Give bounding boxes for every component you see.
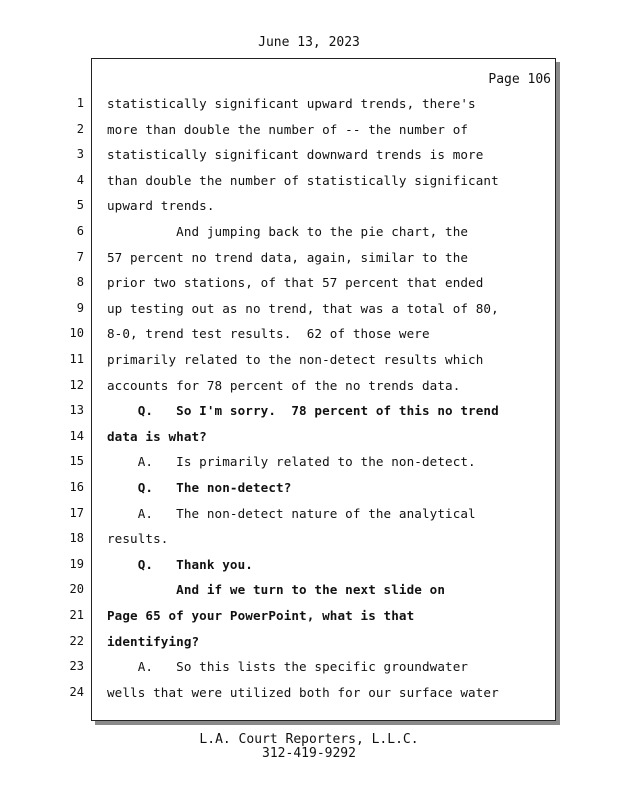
question-line-text: Q. Thank you. [107, 557, 253, 572]
question-line-text: And if we turn to the next slide on [107, 582, 446, 597]
line-number: 3 [76, 147, 84, 161]
line-text: A. The non-detect nature of the analytical [107, 506, 476, 521]
line-number: 18 [69, 531, 84, 545]
line-number: 9 [76, 301, 84, 315]
line-text: accounts for 78 percent of the no trends data. [107, 378, 461, 393]
line-text: A. Is primarily related to the non-detect. [107, 454, 476, 469]
line-text: And jumping back to the pie chart, the [107, 224, 469, 239]
line-text: statistically significant downward trends is more [107, 147, 484, 162]
line-text: results. [107, 531, 169, 546]
line-number: 6 [76, 224, 84, 238]
line-number: 4 [76, 173, 84, 187]
line-number: 2 [76, 122, 84, 136]
line-text: more than double the number of -- the number of [107, 122, 469, 137]
question-line-text: data is what? [107, 429, 207, 444]
line-text: wells that were utilized both for our surface water [107, 685, 499, 700]
line-text: than double the number of statistically significant [107, 173, 499, 188]
line-text: A. So this lists the specific groundwater [107, 659, 469, 674]
line-number: 17 [69, 506, 84, 520]
line-number: 21 [69, 608, 84, 622]
line-number: 13 [69, 403, 84, 417]
question-line-text: Q. The non-detect? [107, 480, 292, 495]
page-number: Page 106 [488, 72, 551, 87]
line-number: 7 [76, 250, 84, 264]
line-number: 1 [76, 96, 84, 110]
line-number: 19 [69, 557, 84, 571]
line-number: 22 [69, 634, 84, 648]
line-number: 12 [69, 378, 84, 392]
reporter-phone: 312-419-9292 [262, 746, 356, 761]
line-text: primarily related to the non-detect results which [107, 352, 484, 367]
line-number: 11 [69, 352, 84, 366]
question-line-text: Page 65 of your PowerPoint, what is that [107, 608, 415, 623]
line-number: 8 [76, 275, 84, 289]
line-number: 24 [69, 685, 84, 699]
line-text: prior two stations, of that 57 percent that ended [107, 275, 484, 290]
line-text: 8-0, trend test results. 62 of those were [107, 326, 430, 341]
transcript-date: June 13, 2023 [258, 35, 360, 50]
line-text: upward trends. [107, 198, 215, 213]
footer [0, 733, 618, 761]
line-text: 57 percent no trend data, again, similar to the [107, 250, 469, 265]
line-text: up testing out as no trend, that was a total of 80, [107, 301, 499, 316]
line-number: 15 [69, 454, 84, 468]
line-number: 16 [69, 480, 84, 494]
line-number: 10 [69, 326, 84, 340]
line-text: statistically significant upward trends, there's [107, 96, 476, 111]
reporter-company: L.A. Court Reporters, L.L.C. [199, 732, 419, 747]
question-line-text: identifying? [107, 634, 200, 649]
line-number: 5 [76, 198, 84, 212]
line-number: 14 [69, 429, 84, 443]
line-number: 23 [69, 659, 84, 673]
line-number: 20 [69, 582, 84, 596]
question-line-text: Q. So I'm sorry. 78 percent of this no trend [107, 403, 499, 418]
